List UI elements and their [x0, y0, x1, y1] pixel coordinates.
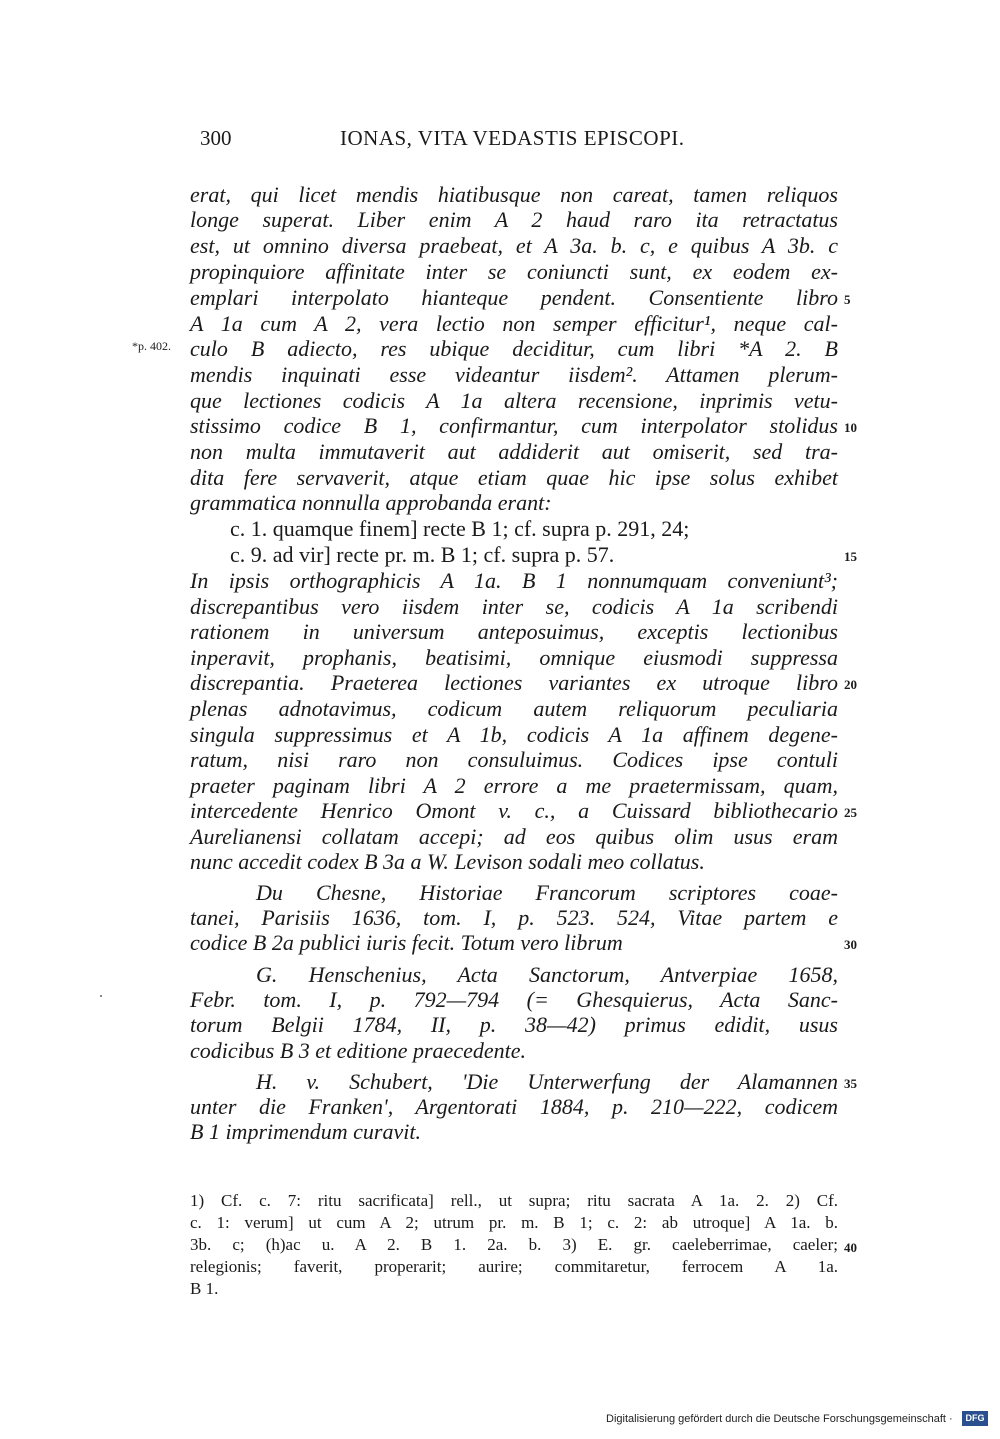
text-line: H. v. Schubert, 'Die Unterwerfung der Alamannen — [256, 1069, 838, 1094]
dfg-logo: DFG — [962, 1411, 988, 1426]
page-header — [200, 126, 840, 156]
text-line: dita fere servaverit, atque etiam quae hic ipse solus exhibet — [190, 465, 838, 490]
footnote-line: B 1. — [190, 1279, 219, 1298]
text-line: discrepantia. Praeterea lectiones variantes ex utroque libro — [190, 670, 838, 695]
text-line: stissimo codice B 1, confirmantur, cum interpolator stolidus — [190, 413, 838, 438]
text-line: propinquiore affinitate inter se coniuncti sunt, ex eodem ex- — [190, 259, 838, 284]
scan-speck — [100, 995, 102, 997]
text-line: est, ut omnino diversa praebeat, et A 3a. b. c, e quibus A 3b. c — [190, 233, 838, 258]
text-line: emplari interpolato hianteque pendent. Consentiente libro — [190, 285, 838, 310]
text-line: codicibus B 3 et editione praecedente. — [190, 1038, 526, 1063]
footnote-line: c. 1: verum] ut cum A 2; utrum pr. m. B 1; c. 2: ab utroque] A 1a. b. — [190, 1213, 838, 1232]
line-number: 30 — [844, 937, 857, 952]
page-number: 300 — [200, 126, 232, 150]
text-line: Aurelianensi collatam accepi; ad eos quibus olim usus eram — [190, 824, 838, 849]
text-line: ratum, nisi raro non consuluimus. Codices ipse contuli — [190, 747, 838, 772]
text-line: A 1a cum A 2, vera lectio non semper efficitur¹, neque cal- — [190, 311, 838, 336]
text-line: culo B adiecto, res ubique deciditur, cum libri *A 2. B — [190, 336, 838, 361]
text-line: praeter paginam libri A 2 errore a me praetermissam, quam, — [190, 773, 838, 798]
text-line: torum Belgii 1784, II, p. 38—42) primus edidit, usus — [190, 1012, 838, 1037]
text-line: G. Henschenius, Acta Sanctorum, Antverpiae 1658, — [256, 962, 838, 987]
text-line: unter die Franken', Argentorati 1884, p. 210—222, codicem — [190, 1094, 838, 1119]
text-line: Febr. tom. I, p. 792—794 (= Ghesquierus, Acta Sanc- — [190, 987, 838, 1012]
text-line: non multa immutaverit aut addiderit aut omiserit, sed tra- — [190, 439, 838, 464]
line-number: 10 — [844, 420, 857, 435]
footnote-line: 1) Cf. c. 7: ritu sacrificata] rell., ut supra; ritu sacrata A 1a. 2. 2) Cf. — [190, 1191, 838, 1210]
line-number: 35 — [844, 1076, 857, 1091]
text-line: inperavit, prophanis, beatisimi, omnique eiusmodi suppressa — [190, 645, 838, 670]
line-number: 5 — [844, 292, 851, 307]
text-line: plenas adnotavimus, codicum autem reliquorum peculiaria — [190, 696, 838, 721]
footnote-line: 3b. c; (h)ac u. A 2. B 1. 2a. b. 3) E. gr. caeleberrimae, caeler; — [190, 1235, 838, 1254]
text-line: In ipsis orthographicis A 1a. B 1 nonnumquam conveniunt³; — [190, 568, 838, 593]
text-line: mendis inquinati esse videantur iisdem². Attamen plerum- — [190, 362, 838, 387]
footnote-line: relegionis; faverit, properarit; aurire; commitaretur, ferrocem A 1a. — [190, 1257, 838, 1276]
quoted-reading: c. 9. ad vir] recte pr. m. B 1; cf. supra p. 57. — [230, 542, 615, 567]
text-line: discrepantibus vero iisdem inter se, codicis A 1a scribendi — [190, 594, 838, 619]
text-line: longe superat. Liber enim A 2 haud raro ita retractatus — [190, 207, 838, 232]
text-line: nunc accedit codex B 3a a W. Levison sodali meo collatus. — [190, 849, 705, 874]
digitization-credit: Digitalisierung gefördert durch die Deutsche Forschungsgemeinschaft · — [606, 1413, 953, 1425]
line-number: 15 — [844, 549, 857, 564]
text-line: que lectiones codicis A 1a altera recensione, inprimis vetu- — [190, 388, 838, 413]
text-line: Du Chesne, Historiae Francorum scriptores coae- — [256, 880, 838, 905]
running-title: IONAS, VITA VEDASTIS EPISCOPI. — [340, 126, 685, 150]
text-line: B 1 imprimendum curavit. — [190, 1119, 421, 1144]
text-line: erat, qui licet mendis hiatibusque non careat, tamen reliquos — [190, 182, 838, 207]
text-line: tanei, Parisiis 1636, tom. I, p. 523. 524, Vitae partem e — [190, 905, 838, 930]
margin-page-reference: *p. 402. — [132, 339, 171, 353]
quoted-reading: c. 1. quamque finem] recte B 1; cf. supra p. 291, 24; — [230, 516, 690, 541]
text-line: codice B 2a publici iuris fecit. Totum vero librum — [190, 930, 623, 955]
text-line: grammatica nonnulla approbanda erant: — [190, 490, 552, 515]
text-line: rationem in universum anteposuimus, exceptis lectionibus — [190, 619, 838, 644]
text-line: singula suppressimus et A 1b, codicis A 1a affinem degene- — [190, 722, 838, 747]
line-number: 25 — [844, 805, 857, 820]
line-number: 40 — [844, 1240, 857, 1255]
line-number: 20 — [844, 677, 857, 692]
text-line: intercedente Henrico Omont v. c., a Cuissard bibliothecario — [190, 798, 838, 823]
